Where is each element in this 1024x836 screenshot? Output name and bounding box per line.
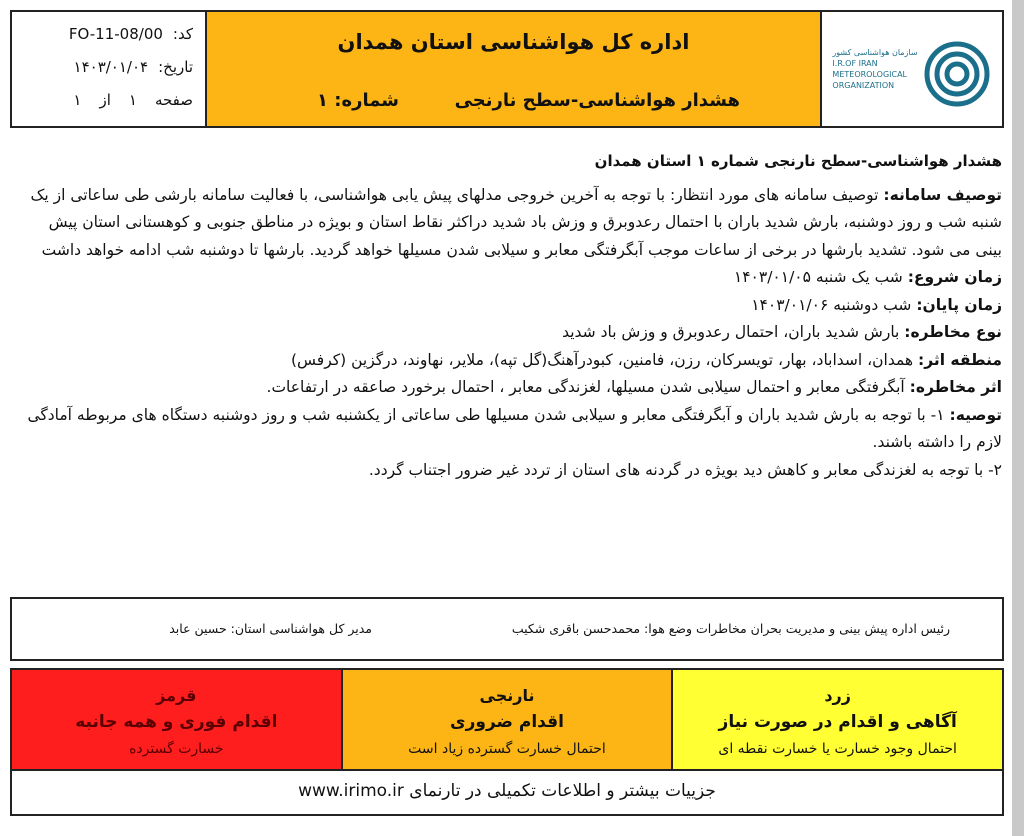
date-value: ۱۴۰۳/۰۱/۰۴	[73, 58, 149, 76]
logo-line: I.R.OF IRAN	[832, 59, 878, 68]
page-total: ۱	[73, 91, 82, 109]
value: ۱- با توجه به بارش شدید باران و آبگرفتگی معابر و سیلابی شدن مسیلها طی ساعاتی از یکشنبه شب و روز دوشنبه دستگاه های مربوطه آمادگی لازم را داشته باشند.	[27, 405, 1002, 451]
level-desc: احتمال خسارت گسترده زیاد است	[408, 741, 606, 757]
doc-meta	[12, 12, 205, 126]
warning-levels-legend	[10, 668, 1004, 816]
logo-line: سازمان هواشناسی کشور	[832, 48, 918, 57]
level-desc: خسارت گسترده	[129, 741, 224, 757]
label: نوع مخاطره:	[904, 323, 1002, 341]
level-red	[12, 670, 343, 769]
recommendation-2: ۲- با توجه به لغزندگی معابر و کاهش دید بویژه در گردنه های استان از تردد غیر ضرور اجتناب گردد.	[368, 460, 1002, 479]
value: شب یک شنبه ۱۴۰۳/۰۱/۰۵	[733, 268, 903, 286]
document-header	[10, 10, 1004, 128]
warning-heading: هشدار هواشناسی-سطح نارنجی شماره ۱ استان همدان	[594, 152, 1002, 170]
level-action: آگاهی و اقدام در صورت نیاز	[718, 712, 957, 732]
forecast-head-signature: رئیس اداره پیش بینی و مدیریت بحران مخاطرات وضع هوا: محمدحسن باقری شکیب	[511, 621, 950, 636]
recommendation-1	[20, 402, 1002, 457]
level-action: اقدام ضروری	[450, 712, 564, 732]
system-description	[20, 182, 1002, 265]
level-name: زرد	[824, 686, 851, 705]
level-action: اقدام فوری و همه جانبه	[75, 712, 278, 732]
value: بارش شدید باران، احتمال رعدوبرق و وزش باد شدید	[562, 323, 900, 341]
label: منطقه اثر:	[918, 350, 1002, 369]
level-desc: احتمال وجود خسارت یا خسارت نقطه ای	[718, 741, 957, 757]
code-value: FO-11-08/00	[68, 25, 163, 43]
label: اثر مخاطره:	[909, 378, 1002, 396]
page-label: صفحه	[154, 91, 193, 109]
warning-number: شماره: ۱	[317, 90, 399, 111]
website-footer: جزییات بیشتر و اطلاعات تکمیلی در تارنمای www.irimo.ir	[298, 781, 716, 801]
page-value: ۱	[128, 91, 137, 109]
logo-line: ORGANIZATION	[832, 81, 895, 90]
label: زمان شروع:	[907, 268, 1002, 286]
level-orange	[343, 670, 674, 769]
signatures-box	[10, 597, 1004, 661]
label: زمان پایان:	[916, 295, 1002, 314]
logo-spiral-icon	[922, 24, 992, 114]
page-edge	[1012, 0, 1024, 836]
date-label: تاریخ:	[158, 58, 193, 76]
level-yellow	[673, 670, 1002, 769]
level-name: قرمز	[156, 686, 197, 705]
level-name: نارنجی	[479, 686, 535, 705]
logo-text	[832, 47, 917, 91]
affected-area	[20, 347, 1002, 375]
director-signature: مدیر کل هواشناسی استان: حسین عابد	[169, 621, 372, 636]
logo-line: METEOROLOGICAL	[832, 70, 908, 79]
start-time	[20, 264, 1002, 292]
irimo-logo	[820, 12, 1002, 126]
end-time	[20, 292, 1002, 320]
value: همدان، اسداباد، بهار، تویسرکان، رزن، فامنین، کبودرآهنگ(گل تپه)، ملایر، نهاوند، درگزین (کرفس)	[290, 350, 914, 369]
label: توصیه:	[949, 405, 1002, 424]
label: توصیف سامانه:	[883, 185, 1002, 204]
code-label: کد:	[172, 25, 193, 43]
page-of: از	[99, 91, 111, 109]
warning-body	[20, 148, 1002, 484]
hazard-type	[20, 319, 1002, 347]
office-title: اداره کل هواشناسی استان همدان	[337, 30, 690, 54]
value: آبگرفتگی معابر و احتمال سیلابی شدن مسیلها، لغزندگی معابر ، احتمال برخورد صاعقه در ارتفاعات.	[266, 378, 905, 396]
header-title-cell	[205, 12, 820, 126]
hazard-effect	[20, 374, 1002, 402]
warning-level-title: هشدار هواشناسی-سطح نارنجی	[454, 90, 740, 111]
value: شب دوشنبه ۱۴۰۳/۰۱/۰۶	[751, 295, 912, 314]
value: توصیف سامانه های مورد انتظار: با توجه به آخرین خروجی مدلهای پیش یابی هواشناسی، با فعالیت سامانه بارشی طی ساعاتی از یک شنبه شب و روز دوشنبه، بارش شدید باران با احتمال رعدوبرق و وزش باد شدید دراکثر نقاط استان و بویژه در مناطق جنوبی و کوهستانی استان پیش بینی می شود. تشدید بارشها در برخی از ساعات موجب آبگرفتگی معابر و سیلابی شدن مسیلها خواهد گردید. بارشها تا دوشنبه شب ادامه خواهد داشت	[30, 185, 1002, 259]
